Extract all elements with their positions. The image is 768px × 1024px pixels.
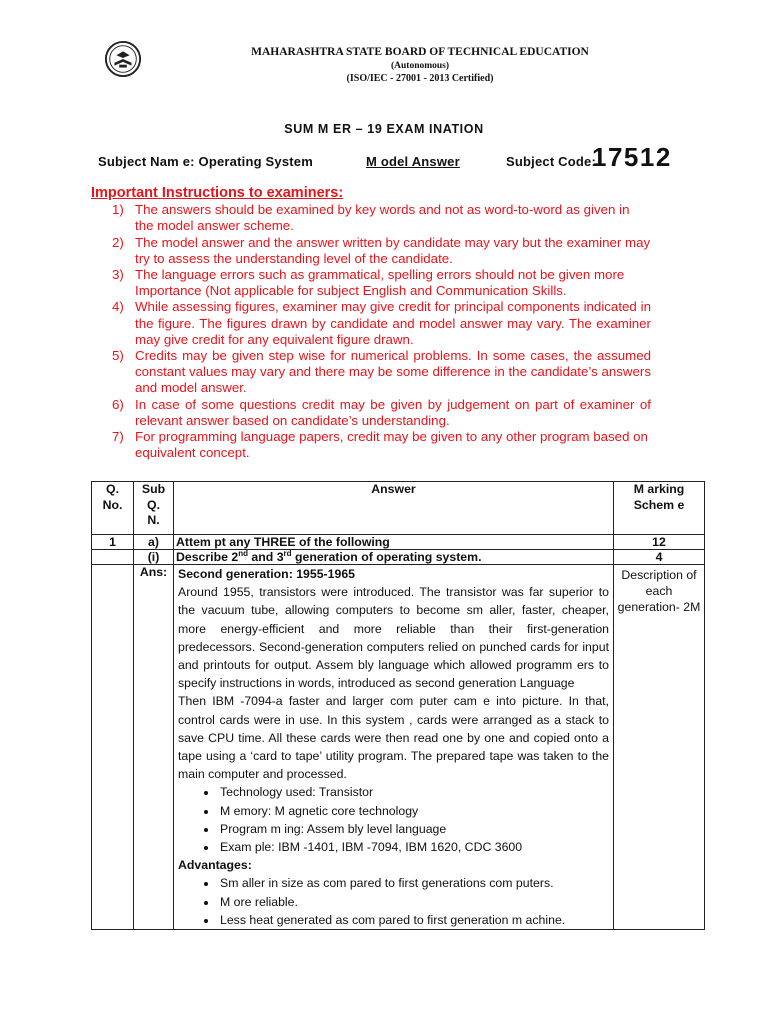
sub-question: a) [134,535,174,550]
subject-code: 17512 [592,142,672,172]
table-header-row [92,482,705,535]
header-sub-q-no: Sub Q. N. [134,482,174,535]
table-row [92,550,705,565]
instruction-number: 1) [112,202,124,218]
instruction-item [91,267,651,299]
instruction-number: 5) [112,348,124,364]
instruction-text: In case of some questions credit may be given by judgement on part of examiner of relevant answer based on candidate’s understanding. [135,396,651,428]
instruction-text: The model answer and the answer written by candidate may vary but the examiner may try to assess the understanding level of the candidate. [135,234,651,266]
subject-name: Subject Nam e: Operating System [98,154,313,169]
list-item: • M emory: M agnetic core technology [218,802,609,820]
instruction-text: While assessing figures, examiner may give credit for principal components indicated in the figure. The figures drawn by candidate and model answer may vary. The examiner may give credit for any equivalent figure drawn. [135,299,651,347]
list-item: • M ore reliable. [218,893,609,911]
list-item: • Sm aller in size as com pared to first generations com puters. [218,874,609,892]
model-answer-label: M odel Answer [366,154,460,169]
instruction-item [91,429,651,461]
instruction-text: Credits may be given step wise for numerical problems. In some cases, the assumed constant values may vary and there may be some difference in the candidate’s answers and model answer. [135,348,651,396]
answer-heading: Second generation: 1955-1965 [178,567,356,581]
question-text: Attem pt any THREE of the following [174,535,614,550]
instructions-title: Important Instructions to examiners: [91,185,344,201]
header-q-no: Q. No. [92,482,134,535]
marks: 4 [614,550,705,565]
instruction-item [91,235,651,267]
autonomous-label: (Autonomous) [390,61,450,71]
list-item: • Less heat generated as com pared to first generation m achine. [218,911,609,929]
answer-table [91,481,705,930]
instruction-text: The answers should be examined by key words and not as word-to-word as given in the model answer scheme. [135,202,630,234]
question-text: Describe 2nd and 3rd generation of operating system. [174,550,614,565]
header-answer: Answer [174,482,614,535]
sub-question: (i) [134,550,174,565]
table-row [92,535,705,550]
ans-label: Ans: [134,565,174,930]
board-name: MAHARASHTRA STATE BOARD OF TECHNICAL EDUCATION [251,46,589,58]
advantages-bullets [178,874,609,929]
instruction-text: The language errors such as grammatical, spelling errors should not be given more Importance (Not applicable for subject English and Communication Skills. [135,267,625,299]
table-row [92,565,705,930]
instruction-number: 7) [112,429,124,445]
answer-body [174,565,614,930]
answer-paragraph: Around 1955, transistors were introduced. The transistor was far superior to the vacuum tube, allowing computers to become sm aller, faster, cheaper, more energy-efficient and more reliable than their first-generation predecessors. Second-generation computers relied on punched cards for input and printouts for output. Assem bly language which allowed programm ers to specify instructions in words, introduced as second generation Language [178,585,609,691]
instruction-number: 6) [112,396,124,412]
msbte-logo-icon [104,40,142,78]
instruction-text: For programming language papers, credit may be given to any other program based on equivalent concept. [135,429,648,461]
instructions-block [91,185,651,461]
instruction-item [91,348,651,397]
list-item: • Exam ple: IBM -1401, IBM -7094, IBM 1620, CDC 3600 [218,838,609,856]
list-item: • Technology used: Transistor [218,783,609,801]
instruction-item [91,299,651,348]
instruction-item [91,397,651,429]
answer-paragraph: Then IBM -7094-a faster and larger com puter cam e into picture. In that, control cards were in use. In this system , cards were arranged as a stack to save CPU time. All these cards were then read one by one and copied onto a tape using a ‘card to tape’ utility program. The prepared tape was taken to the main computer and processed. [178,694,609,782]
instruction-number: 2) [112,234,124,250]
instructions-list [91,202,651,461]
subject-code-label: Subject Code: [506,154,596,169]
advantages-label: Advantages: [178,858,252,873]
instruction-item [91,202,651,234]
marks: 12 [614,535,705,550]
exam-title: SUM M ER – 19 EXAM INATION [284,122,484,136]
list-item: • Program m ing: Assem bly level language [218,820,609,838]
marking-note: Description of each generation- 2M [614,565,705,930]
answer-bullets [178,783,609,856]
certification-label: (ISO/IEC - 27001 - 2013 Certified) [346,73,494,84]
header-marking-scheme: M arking Schem e [614,482,705,535]
instruction-number: 3) [112,267,124,283]
question-number: 1 [92,535,134,550]
instruction-number: 4) [112,299,124,315]
